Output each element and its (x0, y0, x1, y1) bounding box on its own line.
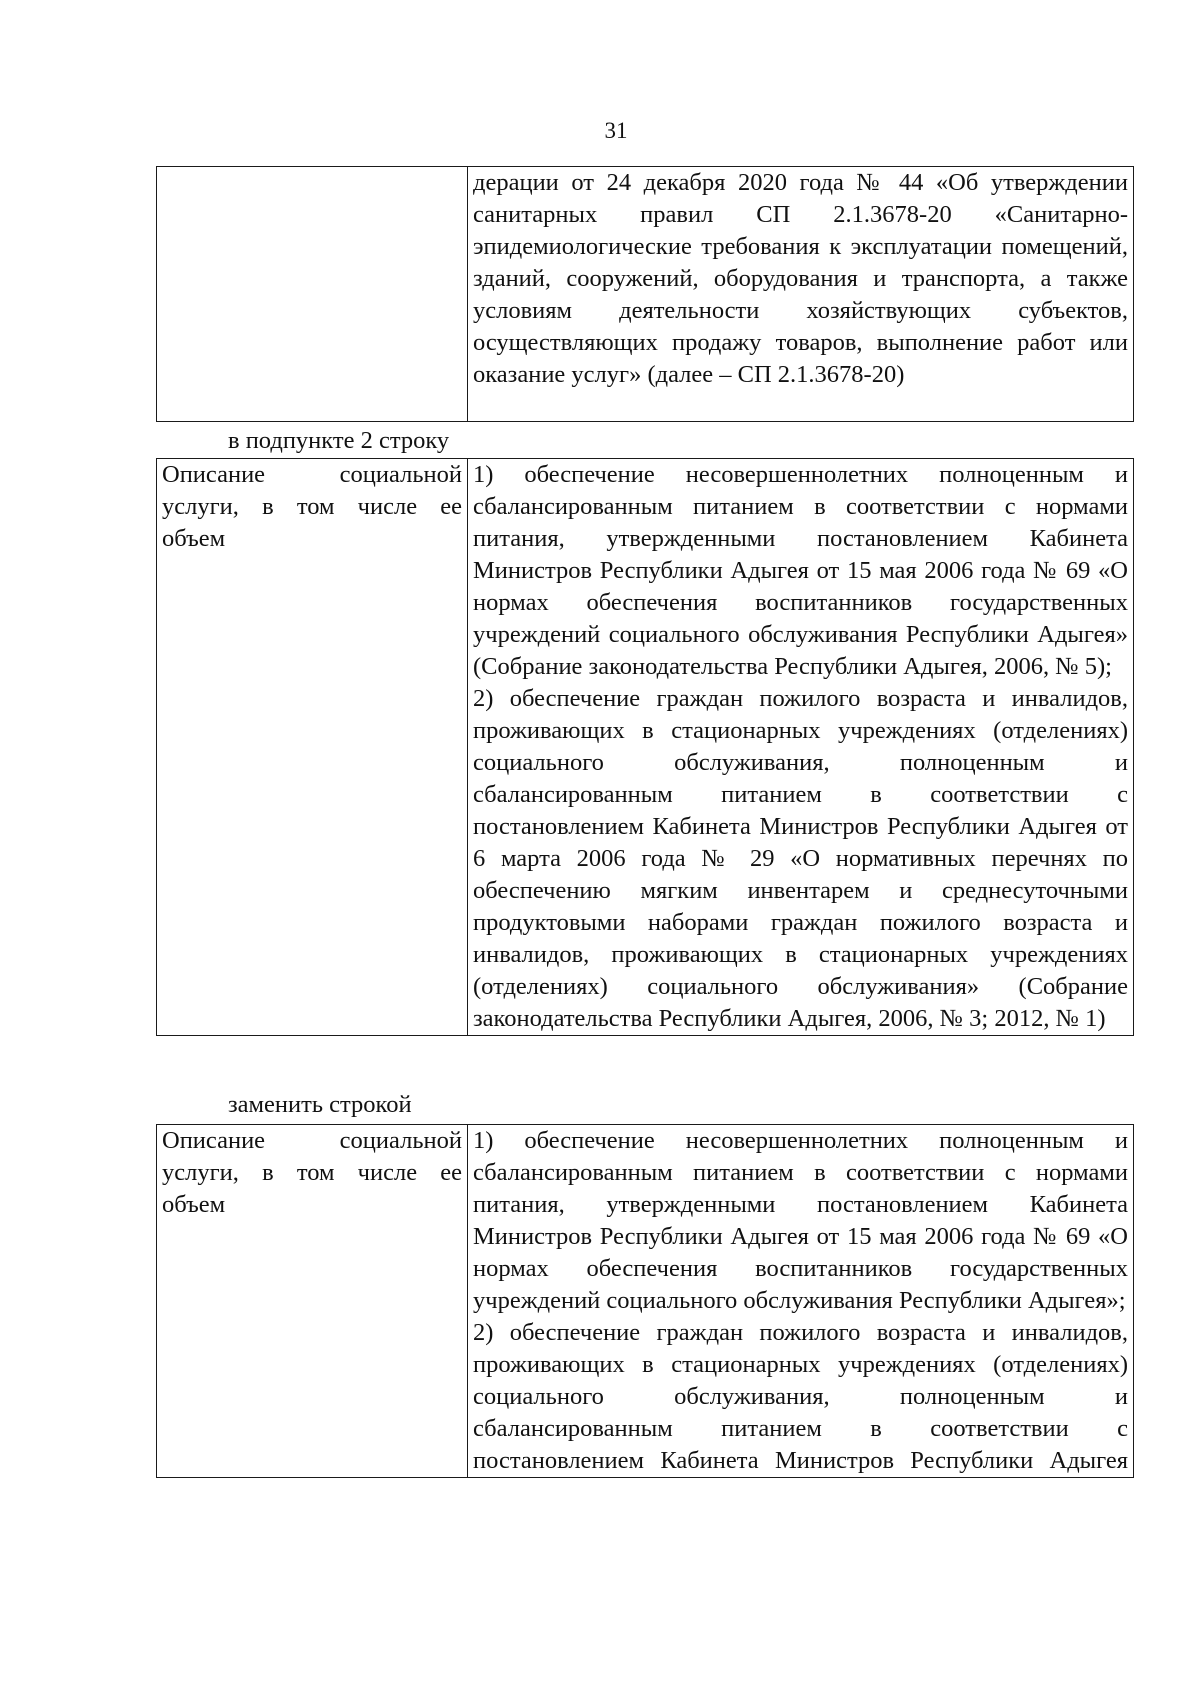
replacement-row-table (156, 1124, 1134, 1478)
table-left-cell-empty (157, 167, 468, 422)
service-description-label (157, 1125, 468, 1478)
service-description-label (157, 459, 468, 1036)
list-item: 2) обеспечение граждан пожилого возраста и инвалидов, проживающих в стационарных учреждениях (отделениях) социального обслуживания, полноценным и сбалансированным питанием в соответствии с постановлением Кабинета Министров Республики Адыгея (473, 1319, 1128, 1474)
table-row (157, 167, 1134, 422)
table-row (157, 459, 1134, 1036)
table-row (157, 1125, 1134, 1478)
table-right-cell (468, 167, 1134, 422)
list-item: 1) обеспечение несовершеннолетних полноценным и сбалансированным питанием в соответствии с нормами питания, утвержденными постановлением Кабинета Министров Республики Адыгея от 15 мая 2006 года № 69 «О нормах обеспечения воспитанников государственных учреждений социального обслуживания Республики Адыгея» (Собрание законодательства Республики Адыгея, 2006, № 5); (473, 461, 1128, 680)
service-description-content (468, 1125, 1134, 1478)
continuation-table (156, 166, 1134, 422)
page-number: 31 (604, 118, 628, 143)
original-row-table (156, 458, 1134, 1036)
list-item: 1) обеспечение несовершеннолетних полноценным и сбалансированным питанием в соответствии с нормами питания, утвержденными постановлением Кабинета Министров Республики Адыгея от 15 мая 2006 года № 69 «О нормах обеспечения воспитанников государственных учреждений социального обслуживания Республики Адыгея»; (473, 1127, 1128, 1314)
instruction-caption-in-subpoint: в подпункте 2 строку (228, 427, 450, 454)
instruction-caption-replace: заменить строкой (228, 1091, 412, 1118)
service-description-label-text: Описание социальной услуги, в том числе ее объем (162, 1127, 462, 1218)
list-item: 2) обеспечение граждан пожилого возраста и инвалидов, проживающих в стационарных учреждениях (отделениях) социального обслуживания, полноценным и сбалансированным питанием в соответствии с постановлением Кабинета Министров Республики Адыгея от 6 марта 2006 года № 29 «О нормативных перечнях по обеспечению мягким инвентарем и среднесуточными продуктовыми наборами граждан пожилого возраста и инвалидов, проживающих в стационарных учреждениях (отделениях) социального обслуживания» (Собрание законодательства Республики Адыгея, 2006, № 3; 2012, № 1) (473, 685, 1128, 1032)
service-description-content (468, 459, 1134, 1036)
continuation-text: дерации от 24 декабря 2020 года № 44 «Об утверждении санитарных правил СП 2.1.3678-20 «Санитарно-эпидемиологические требования к эксплуатации помещений, зданий, сооружений, оборудования и транспорта, а также условиям деятельности хозяйствующих субъектов, осуществляющих продажу товаров, выполнение работ или оказание услуг» (далее – СП 2.1.3678-20) (473, 169, 1128, 388)
service-description-label-text: Описание социальной услуги, в том числе ее объем (162, 461, 462, 552)
